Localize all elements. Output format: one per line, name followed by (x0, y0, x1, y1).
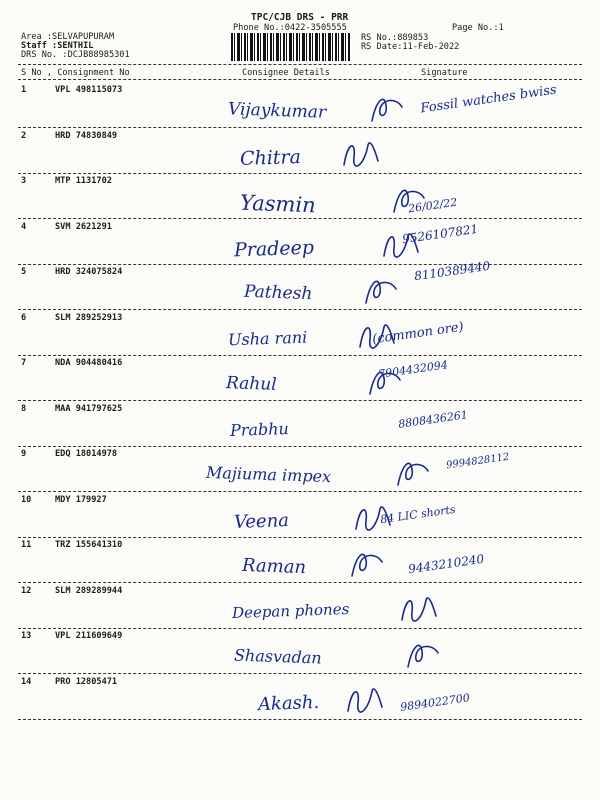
row-sno: 6 (21, 312, 27, 323)
row-consignee-name: Yasmin (239, 190, 317, 218)
row-signature-scribble (398, 592, 438, 626)
column-consignee: Consignee Details (242, 68, 330, 78)
row-signature-note: 9894022700 (399, 690, 471, 714)
row-consignee-name: Deepan phones (231, 599, 350, 622)
row-divider (18, 355, 582, 356)
header-divider (18, 64, 582, 65)
row-divider (18, 582, 582, 583)
row-sno: 12 (21, 585, 32, 596)
row-consignment-number: VPL 498115073 (55, 85, 123, 95)
row-sno: 5 (21, 267, 27, 277)
row-consignee-name: Prabhu (229, 418, 290, 440)
row-signature-scribble (352, 501, 392, 535)
row-consignee-name: Rahul (225, 373, 278, 395)
row-consignee-name: Akash. (257, 691, 320, 715)
row-signature-scribble (340, 137, 380, 171)
row-consignment-number: VPL 211609649 (55, 631, 123, 641)
row-divider (18, 446, 582, 447)
row-consignee-name: Raman (241, 554, 307, 579)
row-consignment-number: MTP 1131702 (55, 176, 112, 186)
row-signature-scribble (356, 319, 396, 353)
row-sno: 7 (21, 358, 27, 368)
row-consignment-number: TRZ 155641310 (55, 540, 123, 550)
row-sno: 4 (21, 221, 27, 232)
row-consignment-number: SLM 289252913 (55, 312, 123, 323)
row-signature-scribble (360, 273, 400, 307)
row-signature-note: 8110389440 (413, 258, 491, 284)
row-signature-scribble (344, 683, 384, 717)
rs-date: RS Date:11-Feb-2022 (361, 42, 460, 52)
row-sno: 3 (21, 176, 27, 186)
row-sno: 13 (21, 631, 32, 641)
row-consignment-number: NDA 904480416 (55, 358, 123, 368)
row-signature-scribble (346, 546, 386, 580)
row-consignment-number: MAA 941797625 (55, 403, 123, 414)
row-divider (18, 264, 582, 265)
column-sno-consignment: S No , Consignment No (21, 68, 130, 78)
row-signature-scribble (388, 182, 428, 216)
document-title: TPC/CJB DRS - PRR (251, 12, 349, 23)
row-consignee-name: Chitra (239, 145, 302, 170)
rs-number: RS No.:889853 (361, 33, 429, 43)
row-signature-note: 9526107821 (401, 221, 479, 246)
row-consignee-name: Pradeep (233, 236, 315, 261)
row-signature-note: Fossil watches bwiss (419, 82, 558, 117)
row-consignee-name: Usha rani (227, 327, 308, 349)
row-signature-scribble (366, 91, 406, 125)
row-divider (18, 628, 582, 629)
row-sno: 9 (21, 449, 27, 459)
row-consignee-name: Pathesh (243, 281, 313, 305)
staff-label: Staff :SENTHIL (21, 41, 94, 51)
row-signature-note: 84 LIC shorts (379, 502, 457, 526)
phone-number: Phone No.:0422-3505555 (233, 23, 347, 33)
column-signature: Signature (421, 68, 468, 78)
row-signature-note: 8808436261 (397, 407, 469, 431)
row-divider (18, 673, 582, 674)
row-consignment-number: EDQ 18014978 (55, 449, 118, 459)
row-sno: 11 (21, 540, 32, 550)
row-consignment-number: HRD 324075824 (55, 267, 123, 277)
row-sno: 8 (21, 403, 27, 414)
row-sno: 2 (21, 130, 27, 141)
page-number: Page No.:1 (452, 23, 504, 33)
column-divider (18, 79, 582, 80)
row-consignee-name: Veena (233, 509, 290, 533)
row-consignment-number: PRO 12805471 (55, 676, 118, 687)
row-signature-note: 9994828112 (445, 451, 511, 472)
row-sno: 1 (21, 85, 27, 95)
row-signature-scribble (392, 455, 432, 489)
row-divider (18, 537, 582, 538)
row-consignee-name: Shasvadan (233, 645, 323, 668)
row-sno: 14 (21, 676, 32, 687)
drs-number: DRS No. :DCJB88985301 (21, 50, 130, 60)
row-consignment-number: SVM 2621291 (55, 221, 112, 232)
row-consignee-name: Vijaykumar (227, 99, 327, 123)
row-signature-scribble (364, 364, 404, 398)
row-divider (18, 173, 582, 174)
area-label: Area :SELVAPUPURAM (21, 32, 115, 42)
row-divider (18, 309, 582, 310)
row-divider (18, 127, 582, 128)
row-signature-scribble (402, 637, 442, 671)
barcode (231, 33, 351, 61)
row-consignment-number: MDY 179927 (55, 494, 107, 505)
row-signature-note: 26/02/22 (407, 195, 459, 216)
row-divider (18, 218, 582, 219)
row-consignee-name: Majiuma impex (205, 462, 332, 487)
row-sno: 10 (21, 494, 32, 505)
row-consignment-number: SLM 289289944 (55, 585, 123, 596)
row-divider (18, 491, 582, 492)
row-signature-note: 9443210240 (407, 551, 485, 577)
row-divider (18, 400, 582, 401)
row-signature-note: 7904432094 (377, 358, 449, 381)
row-divider (18, 719, 582, 720)
row-consignment-number: HRD 74830849 (55, 130, 118, 141)
row-signature-scribble (380, 228, 420, 262)
row-signature-note: (common ore) (371, 319, 465, 347)
